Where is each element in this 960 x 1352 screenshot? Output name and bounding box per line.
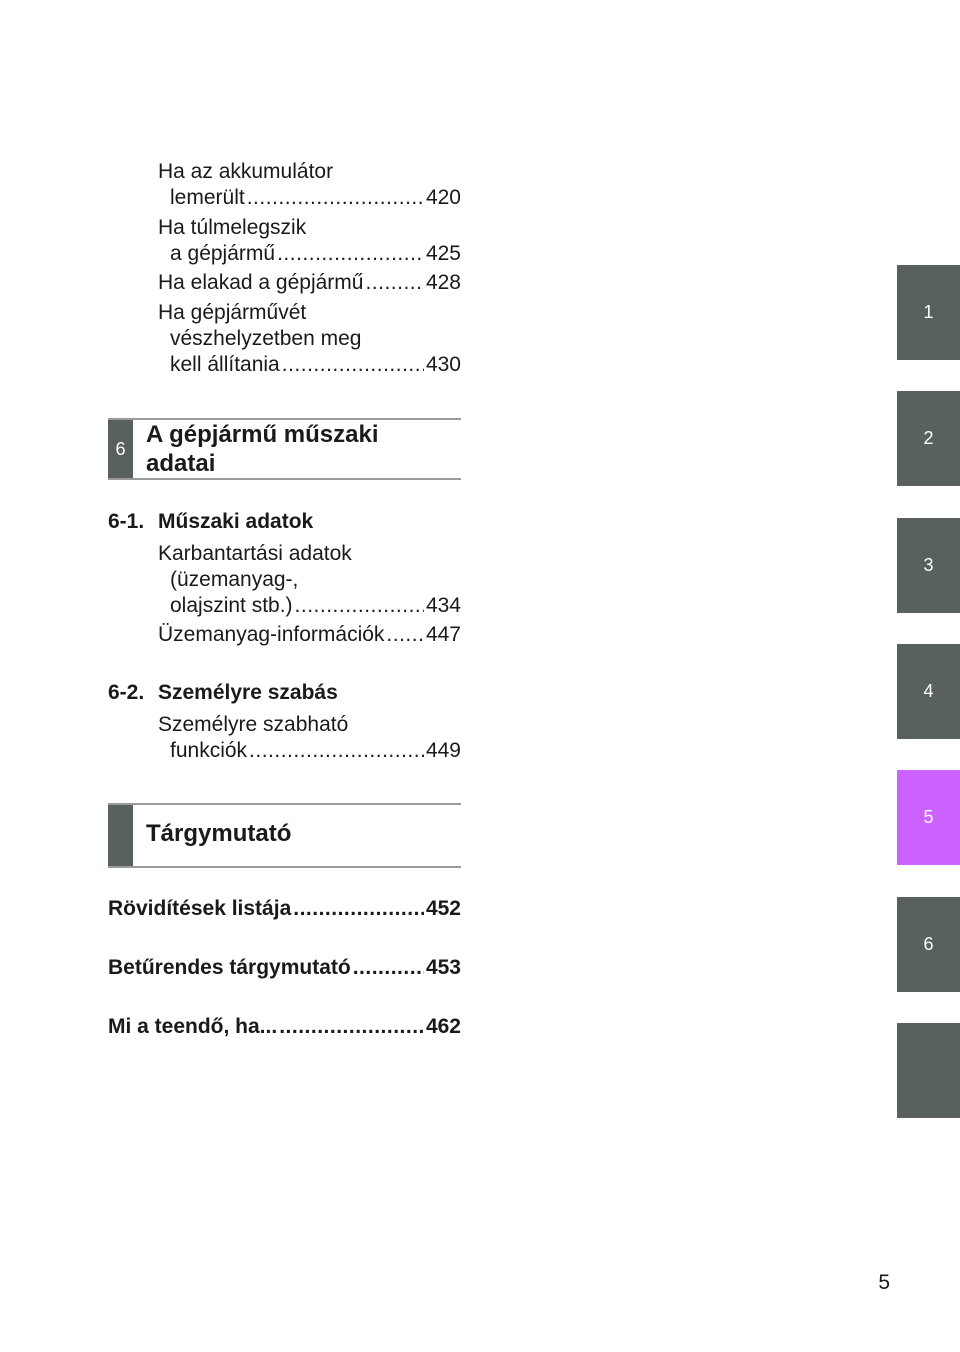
leader-dots xyxy=(293,896,424,922)
toc-entry-emergency-stop[interactable]: Ha gépjárművét vészhelyzetben meg kell állítania ..... 430 xyxy=(158,300,461,378)
toc-entry-overheat[interactable]: Ha túlmelegszik a gépjármű ..... 425 xyxy=(158,215,461,267)
leader-dots xyxy=(295,593,424,619)
page-ref: 425 xyxy=(425,242,461,265)
chapter-tab-6[interactable]: 6 xyxy=(897,897,960,992)
leader-dots xyxy=(279,1014,424,1040)
toc-entry-battery[interactable]: Ha az akkumulátor lemerült ..... 420 xyxy=(158,159,461,211)
leader-dots xyxy=(247,185,424,211)
toc-entry-maintenance-data[interactable]: Karbantartási adatok (üzemanyag-, olajszint stb.) ..... 434 xyxy=(158,541,461,619)
toc-entry-alphabetical-index[interactable]: Betűrendes tárgymutató ..... 453 xyxy=(108,955,461,981)
page-ref: 434 xyxy=(425,594,461,617)
page-ref: 453 xyxy=(425,956,461,979)
section-header-index[interactable] xyxy=(108,803,461,868)
section-title: Tárgymutató xyxy=(146,820,292,847)
leader-dots xyxy=(282,352,424,378)
toc-entry-abbreviations[interactable]: Rövidítések listája ..... 452 xyxy=(108,896,461,922)
page-ref: 420 xyxy=(425,186,461,209)
page-ref: 430 xyxy=(425,353,461,376)
section-header-6[interactable] xyxy=(108,418,461,480)
toc-entry-stuck[interactable]: Ha elakad a gépjármű ..... 428 xyxy=(158,270,461,296)
subsection-heading-6-2[interactable]: 6-2. Személyre szabás xyxy=(108,681,338,704)
chapter-tab-3[interactable]: 3 xyxy=(897,518,960,613)
page-ref: 449 xyxy=(425,739,461,762)
subsection-heading-6-1[interactable]: 6-1. Műszaki adatok xyxy=(108,510,314,533)
section-number-box: 6 xyxy=(108,420,133,478)
page-ref: 452 xyxy=(425,897,461,920)
page-ref: 462 xyxy=(425,1015,461,1038)
chapter-tab-5[interactable]: 5 xyxy=(897,770,960,865)
toc-entry-fuel-info[interactable]: Üzemanyag-információk ..... 447 xyxy=(158,622,461,648)
leader-dots xyxy=(249,738,424,764)
chapter-tab-index[interactable] xyxy=(897,1023,960,1118)
section-number-box xyxy=(108,805,133,866)
leader-dots xyxy=(353,955,424,981)
leader-dots xyxy=(277,241,424,267)
leader-dots xyxy=(386,622,424,648)
chapter-tab-2[interactable]: 2 xyxy=(897,391,960,486)
chapter-tab-1[interactable]: 1 xyxy=(897,265,960,360)
page-ref: 428 xyxy=(425,271,461,294)
section-title: A gépjármű műszaki adatai xyxy=(146,421,379,477)
toc-entry-customizable[interactable]: Személyre szabható funkciók ..... 449 xyxy=(158,712,461,764)
page-number: 5 xyxy=(878,1271,890,1294)
chapter-tab-4[interactable]: 4 xyxy=(897,644,960,739)
page-ref: 447 xyxy=(425,623,461,646)
leader-dots xyxy=(365,270,423,296)
toc-entry-what-to-do[interactable]: Mi a teendő, ha... ..... 462 xyxy=(108,1014,461,1040)
